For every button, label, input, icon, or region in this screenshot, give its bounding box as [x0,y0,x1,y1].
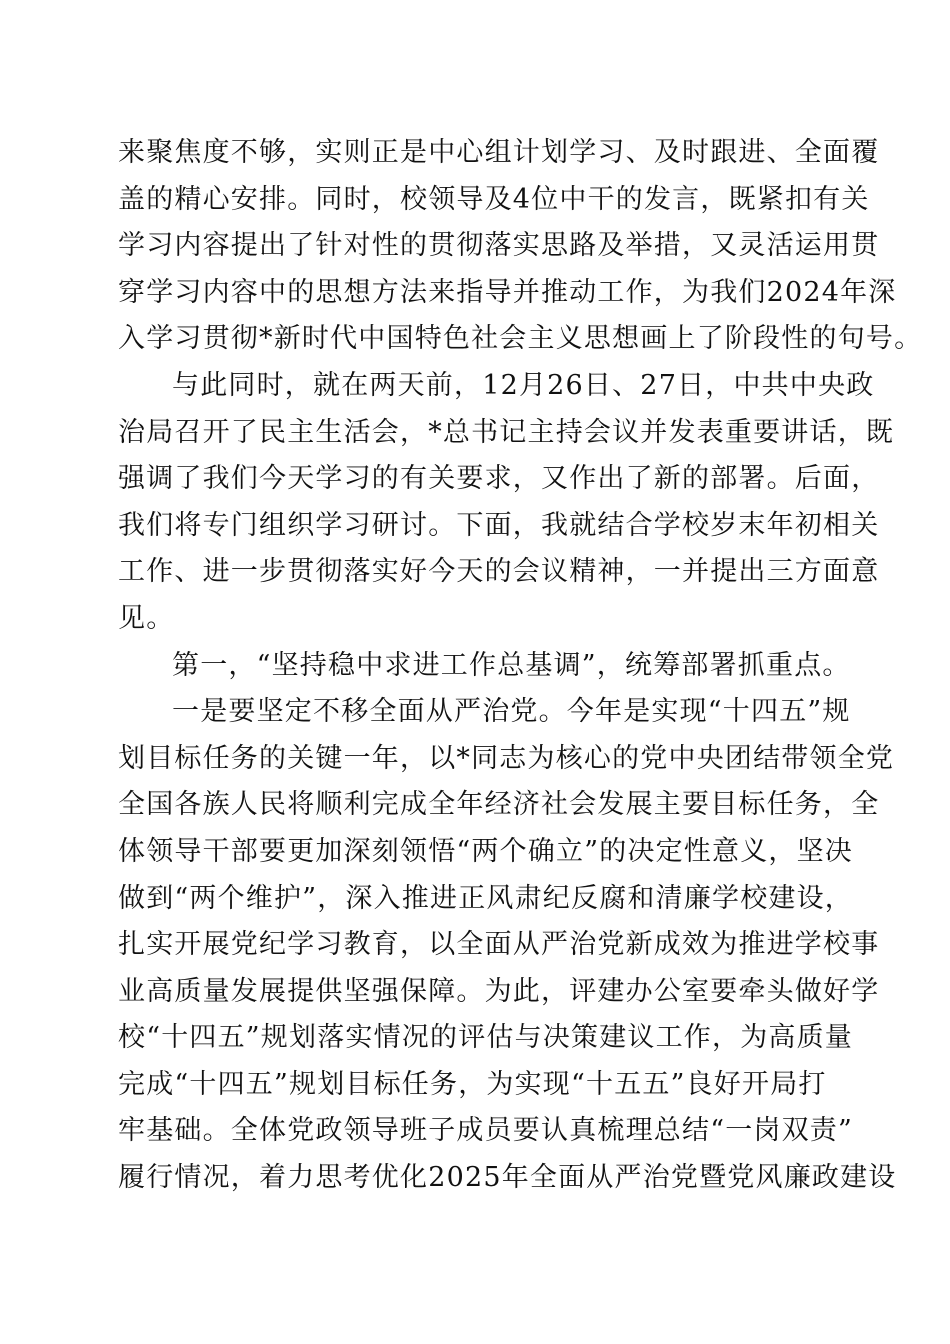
text-line: 划目标任务的关键一年，以*同志为核心的党中央团结带领全党 [118,742,895,774]
text-line: 校“十四五”规划落实情况的评估与决策建议工作，为高质量 [118,1022,854,1054]
body-text [118,130,923,1202]
text-line: 体领导干部要更加深刻领悟“两个确立”的决定性意义，坚决 [118,835,854,867]
text-line: 完成“十四五”规划目标任务，为实现“十五五”良好开局打 [118,1068,827,1100]
text-line: 学习内容提出了针对性的贯彻落实思路及举措，又灵活运用贯 [118,230,880,262]
text-line: 业高质量发展提供坚强保障。为此，评建办公室要牵头做好学 [118,975,880,1007]
section-heading: 第一，“坚持稳中求进工作总基调”，统筹部署抓重点。 [172,649,851,681]
text-line: 牢基础。全体党政领导班子成员要认真梳理总结“一岗双责” [118,1115,854,1147]
text-line: 入学习贯彻*新时代中国特色社会主义思想画上了阶段性的句号。 [118,323,923,355]
text-line: 来聚焦度不够，实则正是中心组计划学习、及时跟进、全面覆 [118,137,880,168]
text-line: 盖的精心安排。同时，校领导及4位中干的发言，既紧扣有关 [118,183,870,215]
paragraph-start-line: 一是要坚定不移全面从严治党。今年是实现“十四五”规 [172,696,851,728]
text-line: 履行情况，着力思考优化2025年全面从严治党暨党风廉政建设 [118,1162,897,1194]
text-line: 我们将专门组织学习研讨。下面，我就结合学校岁末年初相关 [118,509,880,541]
text-line: 全国各族人民将顺利完成全年经济社会发展主要目标任务，全 [118,789,880,821]
text-line: 治局召开了民主生活会，*总书记主持会议并发表重要讲话，既 [118,416,895,448]
text-line: 穿学习内容中的思想方法来指导并推动工作，为我们2024年深 [118,276,897,308]
paragraph-start-line: 与此同时，就在两天前，12月26日、27日，中共中央政 [172,369,875,401]
text-line: 做到“两个维护”，深入推进正风肃纪反腐和清廉学校建设， [118,882,854,914]
text-line: 强调了我们今天学习的有关要求，又作出了新的部署。后面， [118,463,880,495]
text-line: 见。 [118,602,175,634]
text-line: 工作、进一步贯彻落实好今天的会议精神，一并提出三方面意 [118,556,880,588]
text-line: 扎实开展党纪学习教育，以全面从严治党新成效为推进学校事 [118,929,880,961]
